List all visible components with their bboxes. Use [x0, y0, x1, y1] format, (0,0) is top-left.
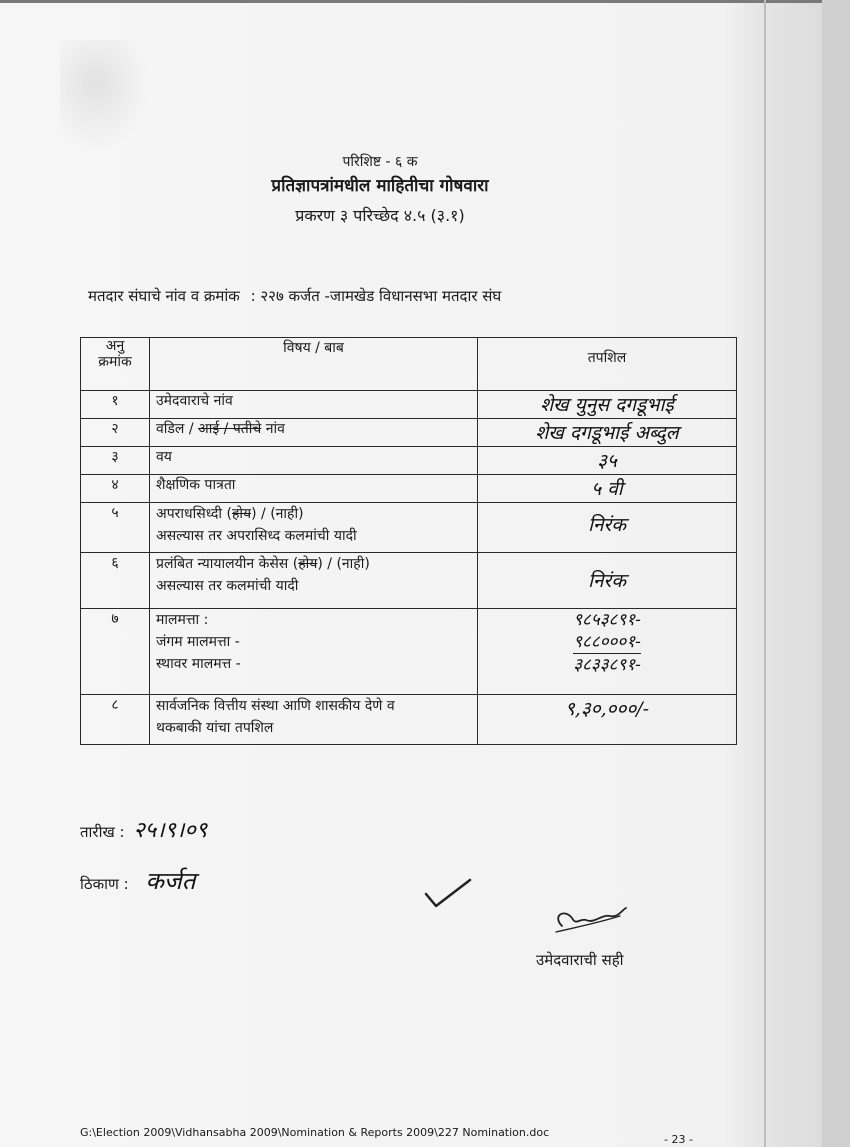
candidate-signature — [548, 902, 628, 942]
table-row: ८ सार्वजनिक वित्तीय संस्था आणि शासकीय देणे व थकबाकी यांचा तपशिल ९,३०,०००/- — [81, 695, 737, 745]
summary-table — [80, 337, 737, 745]
handwritten-detail: निरंक — [478, 553, 737, 609]
handwritten-asset-values — [478, 609, 737, 695]
table-header-row — [81, 338, 737, 391]
handwritten-detail: शेख युनुस दगडूभाई — [478, 391, 737, 419]
row-subject: शैक्षणिक पात्रता — [150, 475, 478, 503]
signature-label: उमेदवाराची सही — [536, 951, 624, 969]
handwritten-detail: ९,३०,०००/- — [478, 695, 737, 745]
constituency-value: : २२७ कर्जत -जामखेड विधानसभा मतदार संघ — [250, 287, 502, 305]
page-fold-line — [764, 0, 766, 1147]
row-subject: वय — [150, 447, 478, 475]
torn-corner-mark — [60, 40, 150, 150]
table-row: ४ शैक्षणिक पात्रता ५ वी — [81, 475, 737, 503]
checkmark-icon — [424, 878, 472, 908]
date-value: २५।९।०९ — [133, 818, 208, 843]
struck-text: होय — [298, 556, 318, 572]
details-header: तपशिल — [478, 338, 737, 391]
row-subject: सार्वजनिक वित्तीय संस्था आणि शासकीय देणे व थकबाकी यांचा तपशिल — [150, 695, 478, 745]
serial-header: अनु क्रमांक — [81, 338, 150, 391]
date-label: तारीख : — [80, 823, 125, 841]
row-subject: अपराधसिध्दी (होय) / (नाही) असल्यास तर अपरासिध्द कलमांची यादी — [150, 503, 478, 553]
place-field — [80, 864, 195, 897]
struck-text: होय — [231, 506, 252, 522]
appendix-label: परिशिष्ट - ६ क — [342, 154, 418, 170]
subject-header: विषय / बाब — [150, 338, 478, 391]
file-path-footer: G:\Election 2009\Vidhansabha 2009\Nomination & Reports 2009\227 Nomination.doc — [80, 1126, 550, 1139]
place-value: कर्जत — [145, 867, 196, 895]
table-row: २ वडिल / आई / पतीचे नांव शेख दगडूभाई अब्दुल — [81, 419, 737, 447]
table-row: ७ मालमत्ता : जंगम मालमत्ता - स्थावर मालमत्त - ९८५३८९१- ९८८०००१- ३८३३८९१- — [81, 609, 737, 695]
table-row: ३ वय ३५ — [81, 447, 737, 475]
row-subject: मालमत्ता : जंगम मालमत्ता - स्थावर मालमत्त - — [150, 609, 478, 695]
table-row: १ उमेदवाराचे नांव शेख युनुस दगडूभाई — [81, 391, 737, 419]
table-row: ६ प्रलंबित न्यायालयीन केसेस (होय) / (नाही) असल्यास तर कलमांची यादी निरंक — [81, 553, 737, 609]
total-assets-value: ३८३३८९१- — [573, 655, 641, 675]
handwritten-detail: ५ वी — [478, 475, 737, 503]
page-number: - 23 - — [664, 1133, 693, 1146]
row-subject: उमेदवाराचे नांव — [150, 391, 478, 419]
constituency-label: मतदार संघाचे नांव व क्रमांक — [88, 287, 240, 305]
movable-assets-value: ९८५३८९१- — [573, 610, 641, 630]
row-subject: प्रलंबित न्यायालयीन केसेस (होय) / (नाही) असल्यास तर कलमांची यादी — [150, 553, 478, 609]
row-subject: वडिल / आई / पतीचे नांव — [150, 419, 478, 447]
handwritten-detail: ३५ — [478, 447, 737, 475]
handwritten-detail: शेख दगडूभाई अब्दुल — [478, 419, 737, 447]
place-label: ठिकाण : — [80, 875, 129, 893]
struck-text: आई / पतीचे — [198, 421, 262, 437]
page-edge-shadow — [822, 0, 850, 1147]
constituency-line — [88, 286, 501, 306]
document-title: प्रतिज्ञापत्रांमधील माहितीचा गोषवारा — [271, 176, 489, 196]
handwritten-detail: निरंक — [478, 503, 737, 553]
immovable-assets-value: ९८८०००१- — [573, 632, 641, 652]
scan-top-edge — [0, 0, 850, 3]
chapter-reference: प्रकरण ३ परिच्छेद ४.५ (३.१) — [295, 206, 465, 225]
table-row: ५ अपराधसिध्दी (होय) / (नाही) असल्यास तर अपरासिध्द कलमांची यादी निरंक — [81, 503, 737, 553]
date-field — [80, 814, 207, 844]
